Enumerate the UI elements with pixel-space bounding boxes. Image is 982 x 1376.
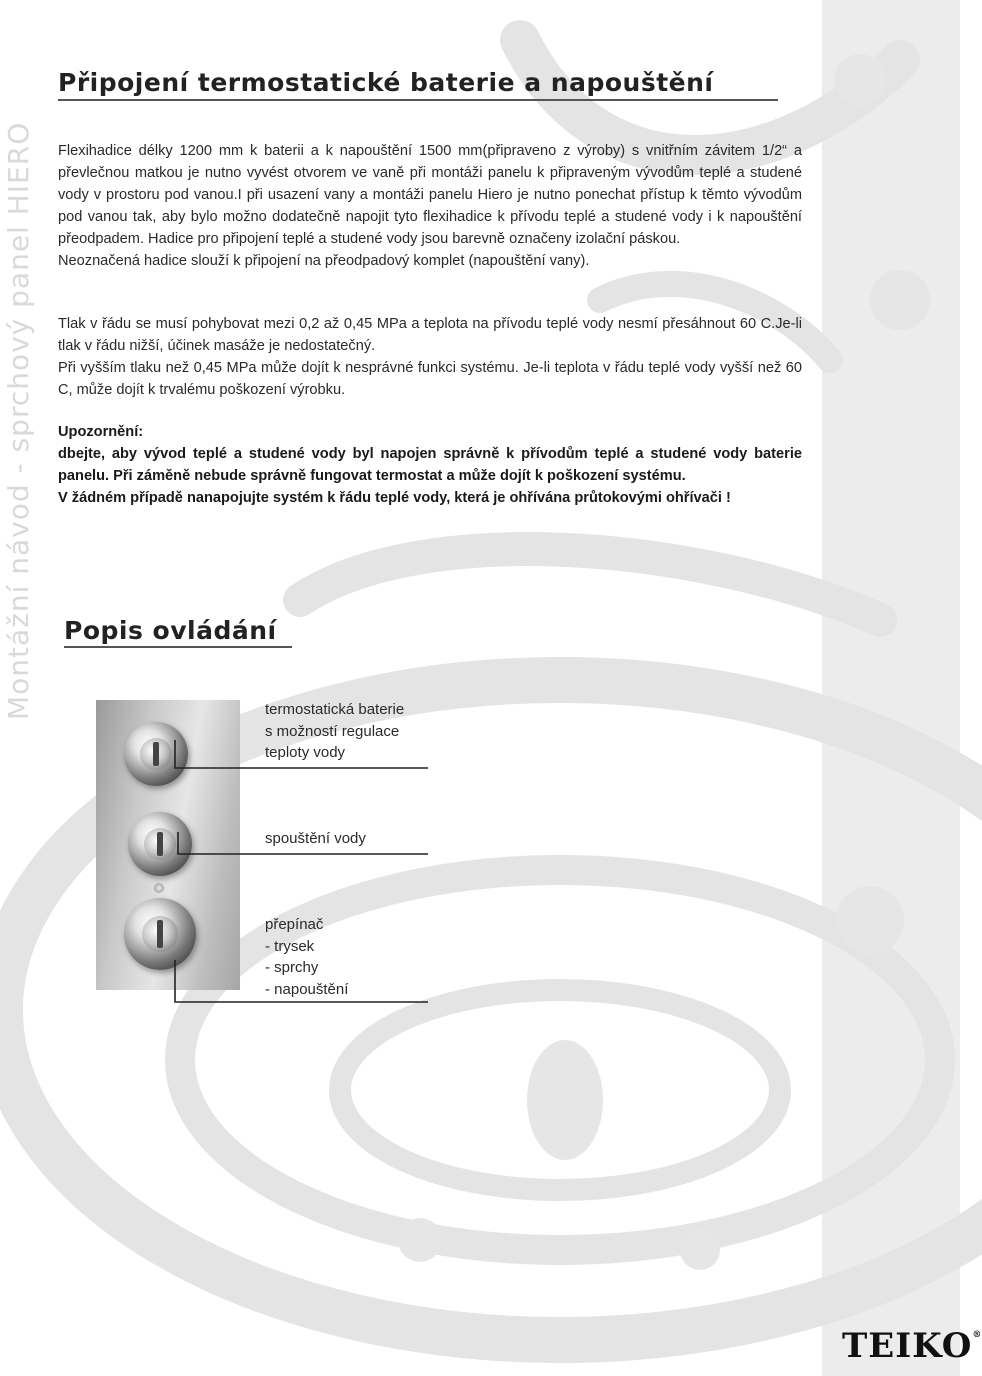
title-underline (64, 646, 292, 648)
connection-text: Flexihadice délky 1200 mm k baterii a k napouštění 1500 mm(připraveno z výroby) s vnitřním závitem 1/2“ a převlečnou matkou je nutno vyvést otvorem ve vaně při montáži panelu k připraveným vývodům teplé a studené vody v prostoru pod vanou.I při usazení vany a montáži panelu Hiero je nutno ponechat přístup k těmto vývodům pod vanou tak, aby bylo možno dodatečně napojit tyto flexihadice k přívodu teplé a studené vody i k napouštění přeodpadem. Hadice pro připojení teplé a studené vody jsou barevně označeny izolační páskou. (58, 143, 802, 247)
thermostat-knob-image (124, 722, 188, 786)
connection-paragraph (58, 140, 802, 272)
warning-text: dbejte, aby vývod teplé a studené vody byl napojen správně k přívodům teplé a studené vody baterie panelu. Při záměně nebude správně fungovat termostat a může dojít k poškození systému. (58, 446, 802, 484)
warning-heading: Upozornění: (58, 424, 144, 440)
warning-block (58, 421, 802, 509)
switch-label (265, 914, 348, 1000)
label-line: termostatická baterie (265, 701, 405, 718)
label-line: s možností regulace (265, 722, 400, 740)
switch-knob-image (124, 898, 196, 970)
label-line: - sprchy (265, 959, 319, 976)
control-panel-photo (96, 700, 240, 990)
water-start-label (265, 828, 366, 850)
thermostat-label (265, 699, 404, 764)
teiko-logo: TEIKO® (842, 1326, 982, 1366)
label-line: spouštění vody (265, 830, 366, 847)
section-title-connection: Připojení termostatické baterie a napouštění (58, 68, 714, 97)
side-document-title: Montážní návod - sprchový panel HIERO (2, 121, 35, 720)
pressure-text-high: Při vyšším tlaku než 0,45 MPa může dojít k nesprávné funkci systému. Je-li teplota v řádu teplé vody vyšší než 60 C, může dojít k trvalému poškození výrobku. (58, 360, 802, 398)
label-line: - trysek (265, 937, 315, 955)
label-line: přepínač (265, 916, 324, 933)
pressure-paragraph (58, 313, 802, 401)
warning-text-instant-heaters: V žádném případě nanapojujte systém k řádu teplé vody, která je ohřívána průtokovými ohřívači ! (58, 490, 731, 506)
pressure-text: Tlak v řádu se musí pohybovat mezi 0,2 až 0,45 MPa a teplota na přívodu teplé vody nesmí přesáhnout 60 C.Je-li tlak v řádu nižší, účinek masáže je nedostatečný. (58, 316, 802, 354)
indicator-dot (154, 883, 164, 893)
label-line: - napouštění (265, 980, 349, 998)
water-start-knob-image (128, 812, 192, 876)
connection-text-unmarked-hose: Neoznačená hadice slouží k připojení na přeodpadový komplet (napouštění vany). (58, 253, 590, 269)
section-title-controls: Popis ovládání (64, 616, 277, 645)
title-underline (58, 99, 778, 101)
label-line: teploty vody (265, 744, 346, 761)
